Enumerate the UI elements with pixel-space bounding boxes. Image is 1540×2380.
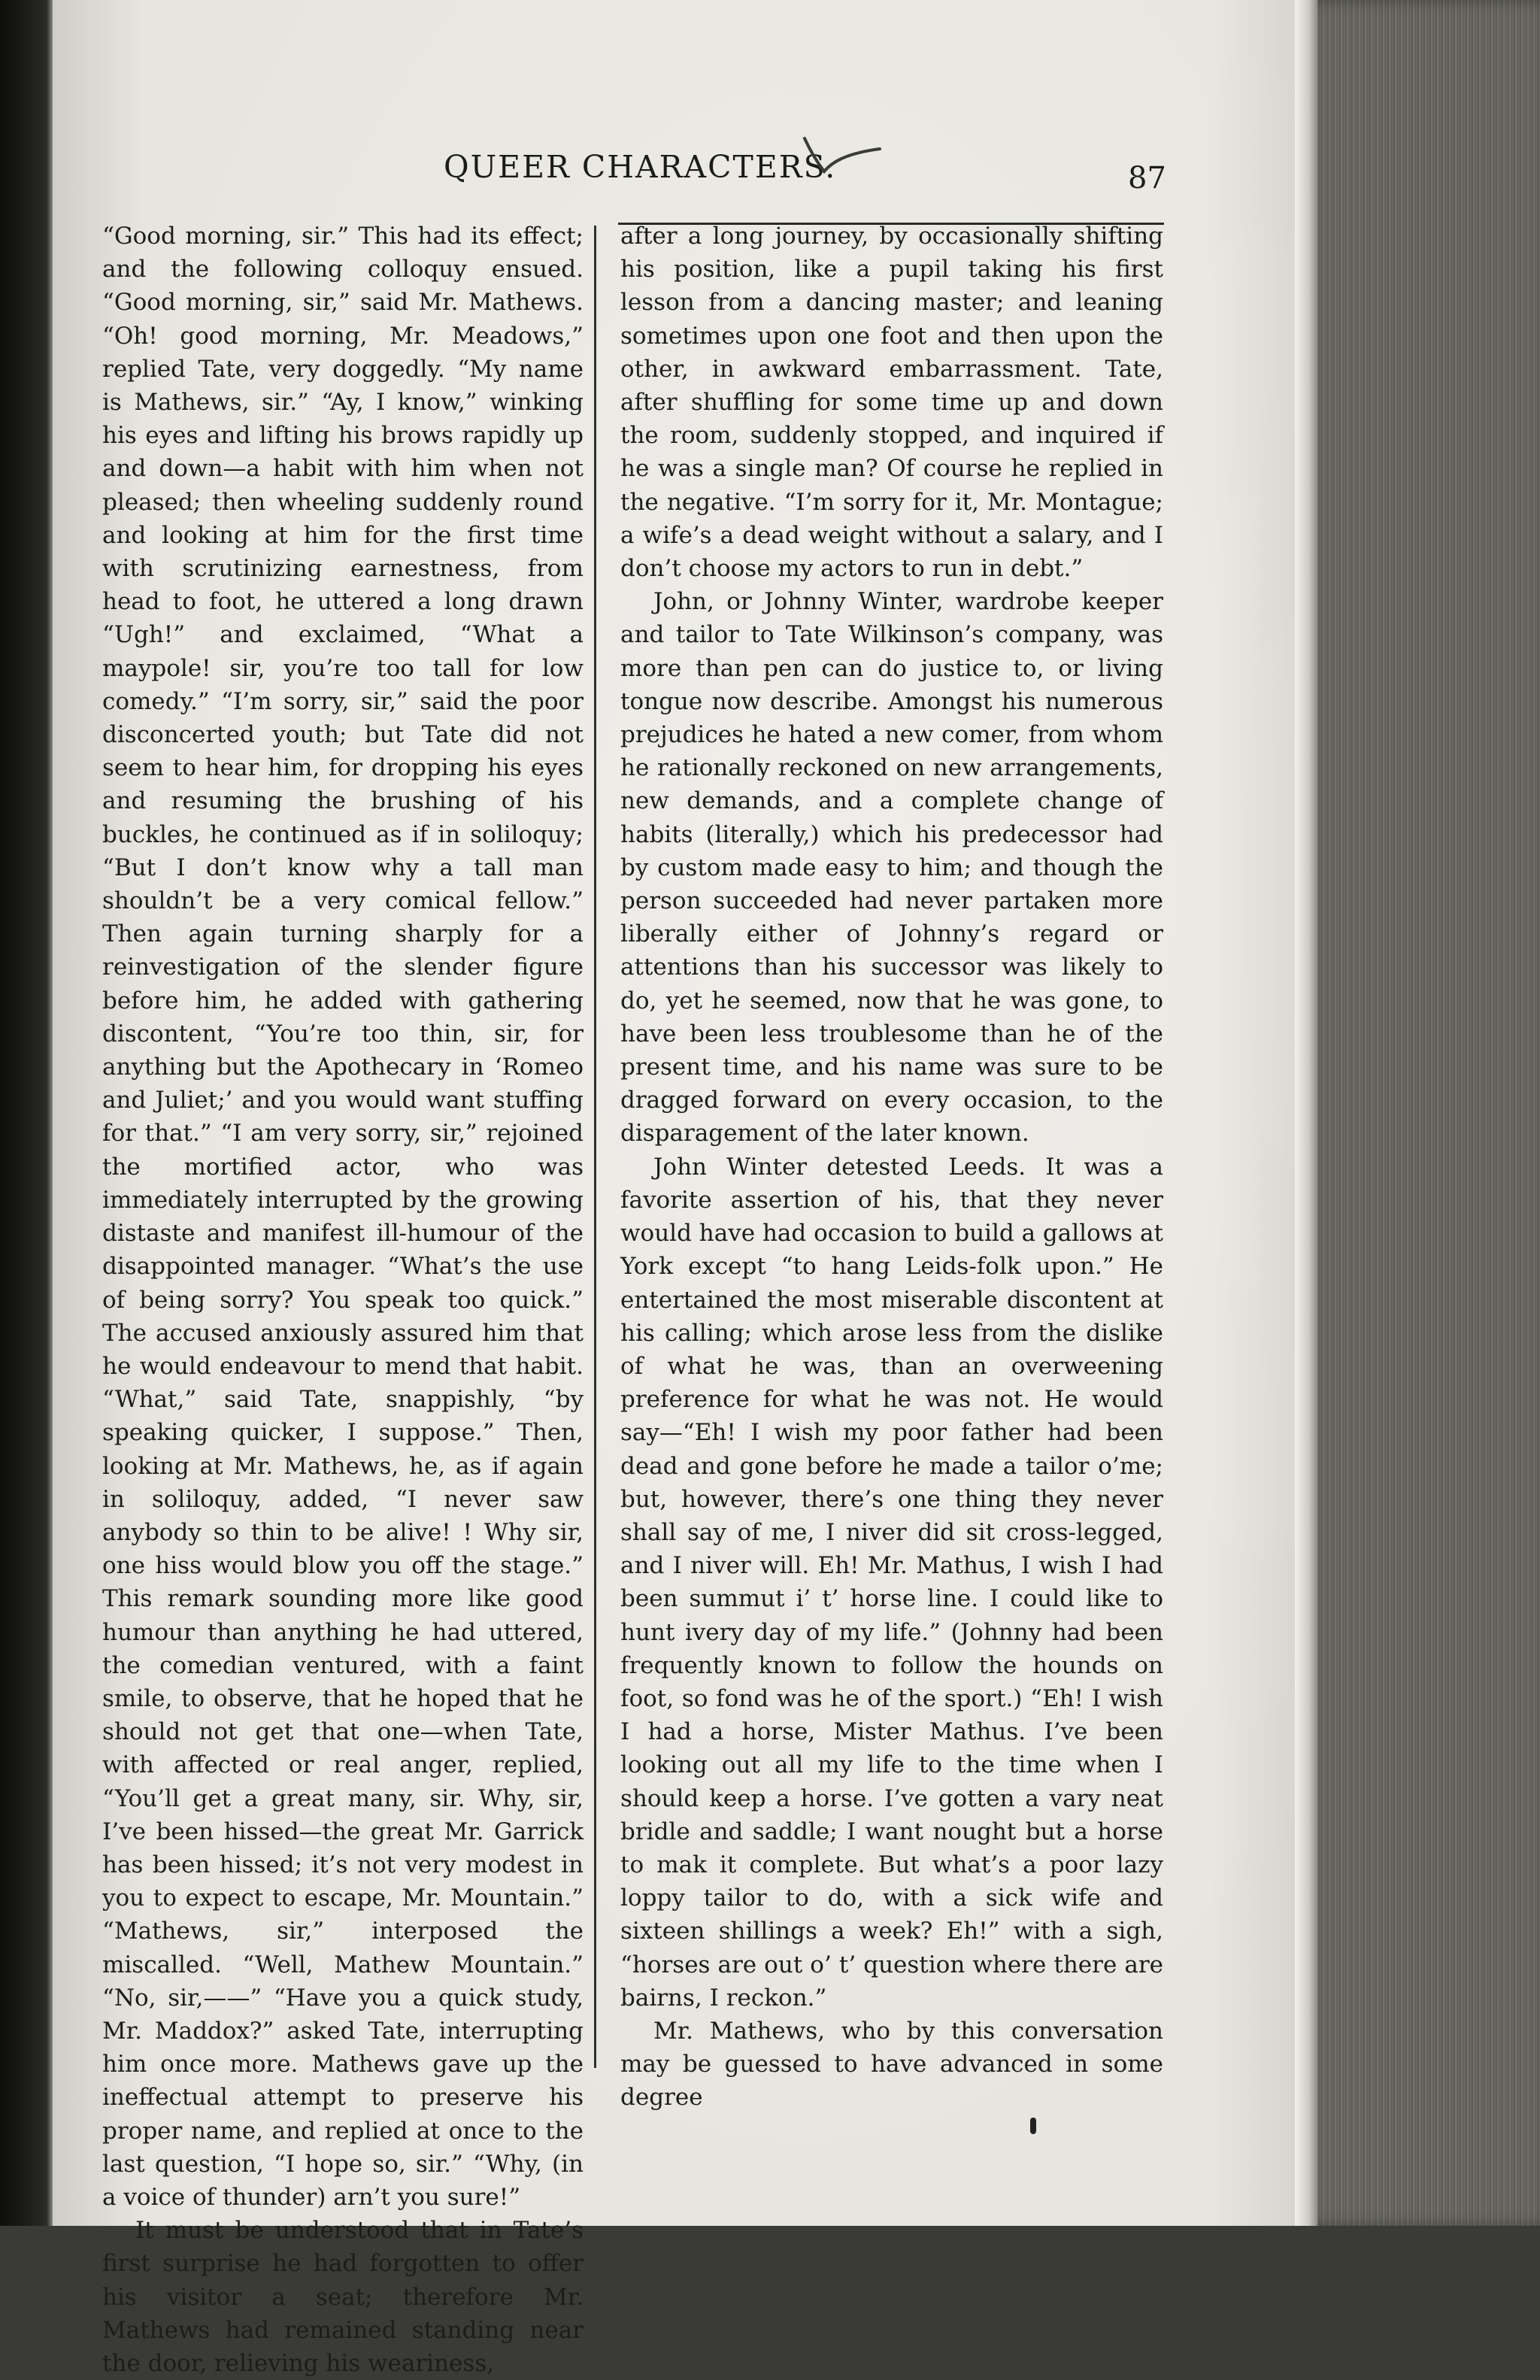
column-divider	[594, 226, 596, 2068]
running-title: QUEER CHARACTERS.	[444, 149, 837, 185]
paragraph: John, or Johnny Winter, wardrobe keeper and tailor to Tate Wilkinson’s company, was more than pen can do justice to, or living tongue now describe. Amongst his numerous prejudices he hated a new comer, from whom he rationally reckoned on new arrangements, new demands, and a complete change of habits (literally,) which his predecessor had by custom made easy to him; and though the person succeeded had never partaken more liberally either of Johnny’s regard or attentions than his successor was likely to do, yet he seemed, now that he was gone, to have been less troublesome than he of the present time, and his name was sure to be dragged forward on every occasion, to the disparagement of the later known.	[620, 588, 1163, 1148]
paragraph: “Good morning, sir.” This had its effect; and the following colloquy ensued. “Good morning, sir,” said Mr. Mathews. “Oh! good morning, Mr. Meadows,” replied Tate, very doggedly. “My name is Mathews, sir.” “Ay, I know,” winking his eyes and lifting his brows rapidly up and down—a habit with him when not pleased; then wheeling suddenly round and looking at him for the first time with scrutinizing earnestness, from head to foot, he uttered a long drawn “Ugh!” and exclaimed, “What a maypole! sir, you’re too tall for low comedy.” “I’m sorry, sir,” said the poor disconcerted youth; but Tate did not seem to hear him, for dropping his eyes and resuming the brushing of his buckles, he continued as if in soliloquy; “But I don’t know why a tall man shouldn’t be a very comical fellow.” Then again turning sharply for a reinvestigation of the slender figure before him, he added with gathering discontent, “You’re too thin, sir, for anything but the Apothecary in ‘Romeo and Juliet;’ and you would want stuffing for that.” “I am very sorry, sir,” rejoined the mortified actor, who was immediately interrupted by the growing distaste and manifest ill-humour of the disappointed manager. “What’s the use of being sorry? You speak too quick.” The accused anxiously assured him that he would endeavour to mend that habit. “What,” said Tate, snappishly, “by speaking quicker, I suppose.” Then, looking at Mr. Mathews, he, as if again in soliloquy, added, “I never saw anybody so thin to be alive! ! Why sir, one hiss would blow you off the stage.” This remark sounding more like good humour than anything he had uttered, the comedian ventured, with a faint smile, to observe, that he hoped that he should not get that one—when Tate, with affected or real anger, replied, “You’ll get a great many, sir. Why, sir, I’ve been hissed—the great Mr. Garrick has been hissed; it’s not very modest in you to expect to escape, Mr. Mountain.” “Mathews, sir,” interposed the miscalled. “Well, Mathew Mountain.” “No, sir,——” “Have you a quick study, Mr. Maddox?” asked Tate, interrupting him once more. Mathews gave up the ineffectual attempt to preserve his proper name, and replied at once to the last question, “I hope so, sir.” “Why, (in a voice of thunder) arn’t you sure!”	[102, 223, 584, 2211]
page-stack-edge	[1295, 0, 1540, 2226]
page-number: 87	[1128, 161, 1166, 196]
book-page	[53, 0, 1301, 2377]
paragraph: after a long journey, by occasionally shifting his position, like a pupil taking his first lesson from a dancing master; and leaning sometimes upon one foot and then upon the other, in awkward embarrassment. Tate, after shuffling for some time up and down the room, suddenly stopped, and inquired if he was a single man? Of course he replied in the negative. “I’m sorry for it, Mr. Montague; a wife’s a dead weight without a salary, and I don’t choose my actors to run in debt.”	[620, 223, 1163, 583]
pencil-check-mark	[802, 132, 884, 177]
paragraph: John Winter detested Leeds. It was a favorite assertion of his, that they never would have had occasion to build a gallows at York except “to hang Leids-folk upon.” He entertained the most miserable discontent at his calling; which arose less from the dislike of what he was, than an overweening preference for what he was not. He would say—“Eh! I wish my poor father had been dead and gone before he made a tailor o’me; but, however, there’s one thing they never shall say of me, I niver did sit cross-legged, and I niver will. Eh! Mr. Mathus, I wish I had been summut i’ t’ horse line. I could like to hunt ivery day of my life.” (Johnny had been frequently known to follow the hounds on foot, so fond was he of the sport.) “Eh! I wish I had a horse, Mister Mathus. I’ve been looking out all my life to the time when I should keep a horse. I’ve gotten a vary neat bridle and saddle; I want nought but a horse to mak it complete. But what’s a poor lazy loppy tailor to do, with a sick wife and sixteen shillings a week? Eh!” with a sigh, “horses are out o’ t’ question where there are bairns, I reckon.”	[620, 1153, 1163, 2012]
paragraph: It must be understood that in Tate’s first surprise he had forgotten to offer his visitor a seat; therefore Mr. Mathews had remained standing near the door, relieving his weariness,	[102, 2217, 584, 2377]
left-text-column	[102, 220, 584, 2380]
paragraph: Mr. Mathews, who by this conversation may be guessed to have advanced in some degree	[620, 2017, 1163, 2112]
ink-speck	[1030, 2118, 1036, 2134]
right-text-column	[620, 220, 1163, 2115]
book-gutter-shadow	[0, 0, 53, 2226]
page-edge-highlight	[1295, 0, 1317, 2226]
